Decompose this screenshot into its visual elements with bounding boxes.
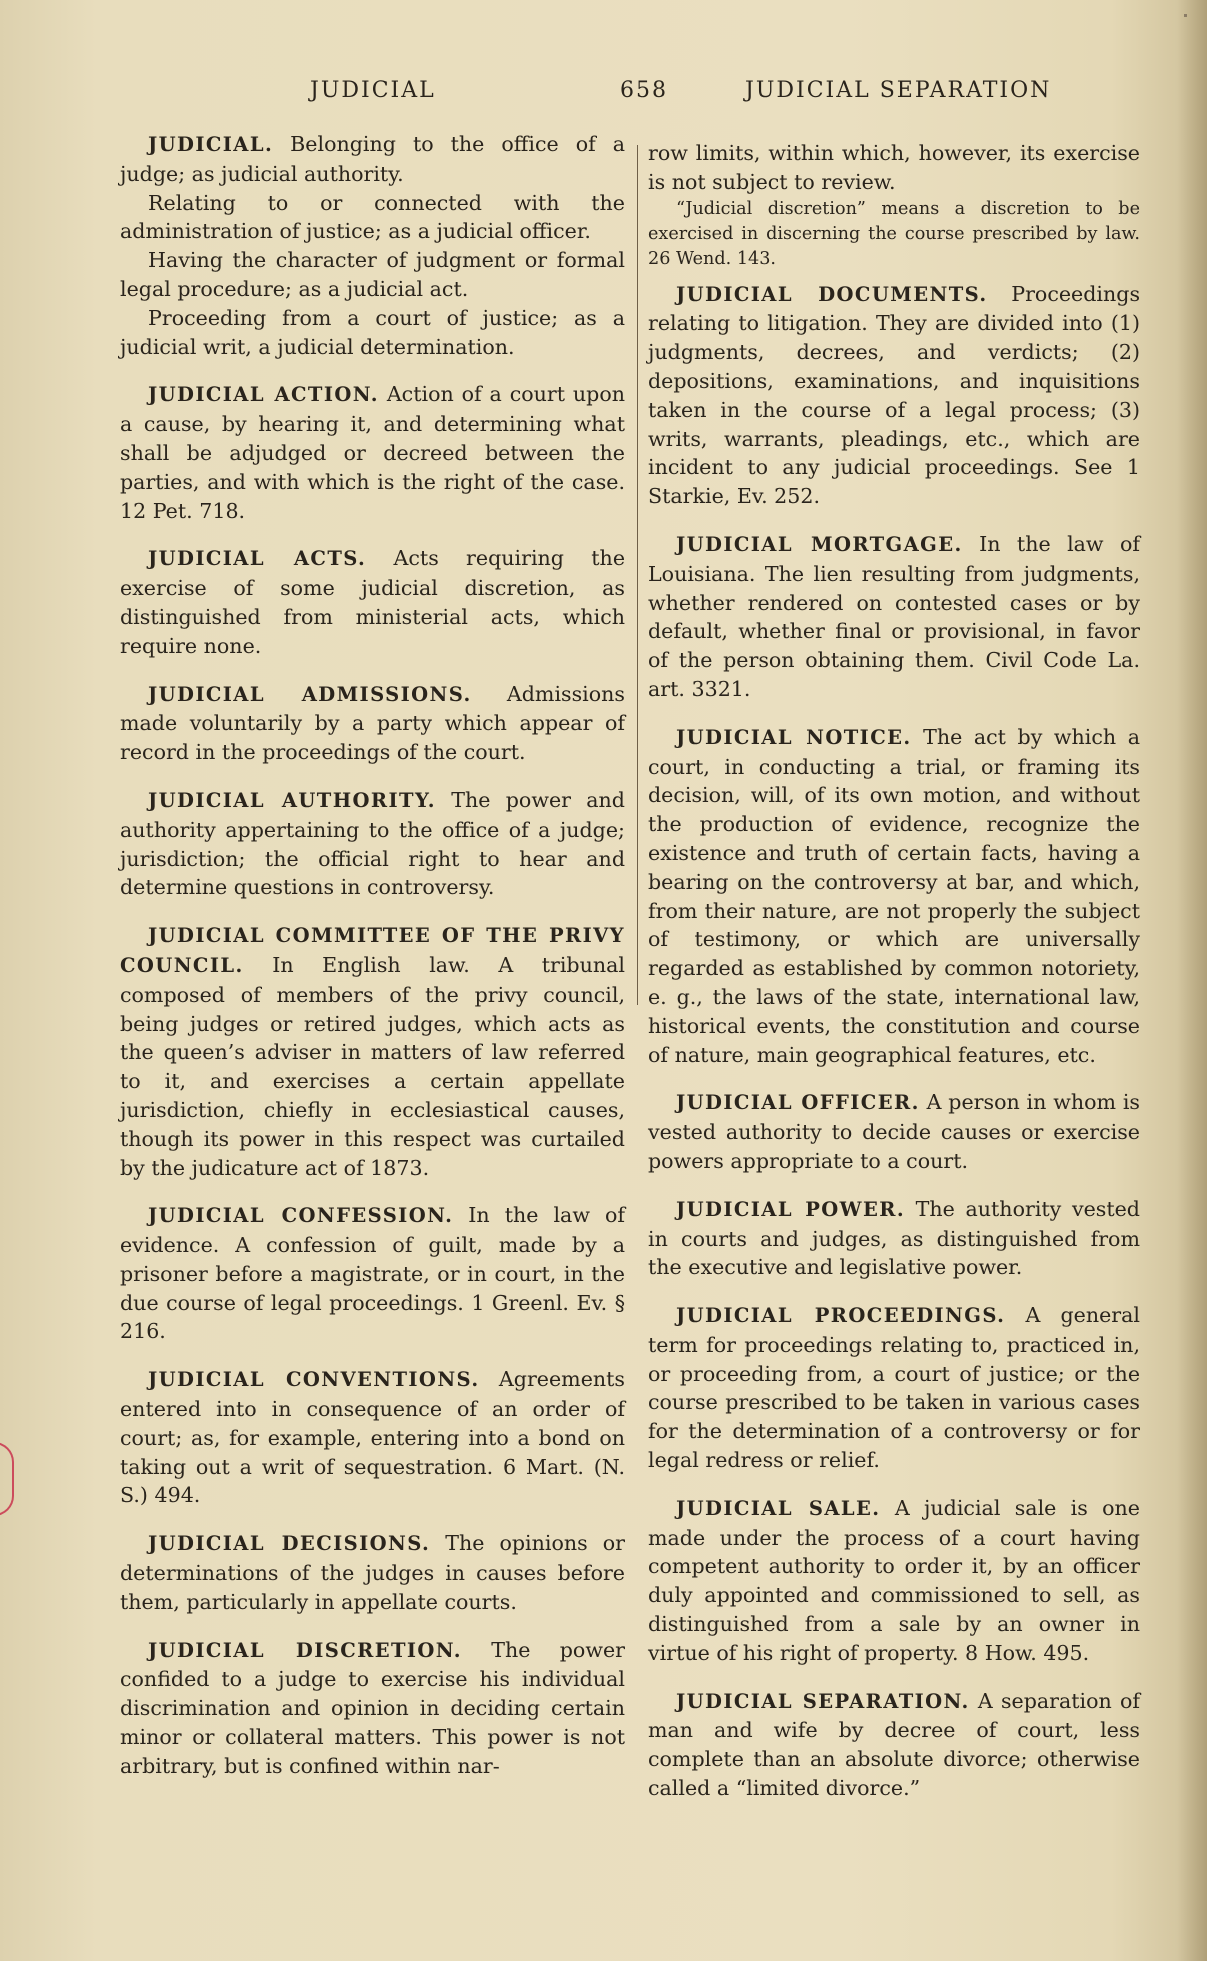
entry-term: JUDICIAL AUTHORITY. xyxy=(148,788,436,812)
entry-definition: A separation of man and wife by decree of court, less complete than an absolute divorce; otherwise called a “limited divorce.” xyxy=(648,1688,1140,1801)
entry-term: JUDICIAL PROCEEDINGS. xyxy=(676,1304,1006,1328)
page-number: 658 xyxy=(620,78,668,103)
entry-definition: The power and authority appertaining to the office of a judge; jurisdiction; the official right to hear and determine questions in controversy. xyxy=(120,787,625,900)
entry-term: JUDICIAL SALE. xyxy=(676,1496,881,1520)
entry-judicial-separation xyxy=(648,1687,1140,1803)
entry-judicial-power xyxy=(648,1195,1140,1282)
entry-judicial-acts xyxy=(120,544,625,660)
entry-term: JUDICIAL DOCUMENTS. xyxy=(676,282,988,306)
entry-definition: The opinions or determinations of the judges in causes before them, particularly in appellate courts. xyxy=(120,1531,625,1614)
entry-term: JUDICIAL SEPARATION. xyxy=(676,1689,970,1713)
entry-definition: Proceedings relating to litigation. They are divided into (1) judgments, decrees, and verdicts; (2) depositions, examinations, and inquisitions taken in the course of a legal process; (3) writs, warrants, pleadings, etc., which are incident to any judicial proceedings. See 1 Starkie, Ev. 252. xyxy=(648,281,1141,509)
entry-term: JUDICIAL CONFESSION. xyxy=(148,1204,454,1228)
entry-judicial-mortgage xyxy=(648,530,1140,704)
corner-speck xyxy=(1184,14,1187,17)
entry-definition: Belonging to the office of a judge; as judicial authority. xyxy=(120,132,625,186)
entry-definition: In the law of Louisiana. The lien resulting from judgments, whether rendered on contested cases or by default, whether final or provisional, in favor of the person obtaining them. Civil Code La. art. 3321. xyxy=(648,531,1141,701)
page-edge-shadow xyxy=(1177,0,1207,1961)
entry-term: JUDICIAL DISCRETION. xyxy=(148,1638,462,1662)
entry-judicial-committee xyxy=(120,921,625,1182)
entry-judicial-discretion xyxy=(120,1636,625,1781)
entry-term: JUDICIAL. xyxy=(148,133,274,156)
entry-definition: Proceeding from a court of justice; as a judicial writ, a judicial determination. xyxy=(120,305,625,359)
entry-term: JUDICIAL DECISIONS. xyxy=(148,1532,431,1556)
entry-definition: The power confided to a judge to exercise his individual discrimination and opinion in deciding certain minor or collateral matters. This power is not arbitrary, but is confined within nar- xyxy=(120,1637,625,1778)
entry-judicial-conventions xyxy=(120,1365,625,1510)
entry-definition: Admissions made voluntarily by a party which appear of record in the proceedings of the court. xyxy=(120,681,625,765)
entry-definition: The authority vested in courts and judges, as distinguished from the executive and legislative power. xyxy=(648,1196,1140,1280)
entry-judicial-decisions xyxy=(120,1529,625,1616)
entry-term: JUDICIAL CONVENTIONS. xyxy=(148,1368,480,1392)
entry-judicial-action xyxy=(120,380,625,525)
entry-term: JUDICIAL ADMISSIONS. xyxy=(148,682,472,706)
entry-judicial-proceedings xyxy=(648,1301,1140,1475)
column-divider xyxy=(637,145,638,1005)
entry-judicial-notice xyxy=(648,723,1140,1070)
entry-term: JUDICIAL ACTS. xyxy=(148,547,367,571)
right-column xyxy=(648,139,1140,1822)
entry-definition: Relating to or connected with the administration of justice; as a judicial officer. xyxy=(120,190,625,244)
entry-note: “Judicial discretion” means a discretion to be exercised in discerning the course prescribed by law. 26 Wend. 143. xyxy=(648,198,1140,269)
entry-term: JUDICIAL COMMITTEE OF THE PRIVY COUNCIL. xyxy=(120,924,625,977)
entry-definition: The act by which a court, in conducting a trial, or framing its decision, will, of its own motion, and without the production of evidence, recognize the existence and truth of certain facts, having a bearing on the controversy at bar, and which, from their nature, are not properly the subject of testimony, or which are universally regarded as established by common notoriety, e. g., the laws of the state, international law, historical events, the constitution and course of nature, main geographical features, etc. xyxy=(648,724,1140,1067)
entry-judicial-documents xyxy=(648,280,1140,511)
entry-term: JUDICIAL OFFICER. xyxy=(676,1091,920,1115)
entry-definition: In English law. A tribunal composed of members of the privy council, being judges or retired judges, which acts as the queen’s adviser in matters of law referred to it, and exercises a certain appellate jurisdiction, chiefly in ecclesiastical causes, though its power in this respect was curtailed by the judicature act of 1873. xyxy=(120,952,626,1180)
entry-definition: Action of a court upon a cause, by hearing it, and determining what shall be adjudged or decreed between the parties, and with which is the right of the case. 12 Pet. 718. xyxy=(120,382,626,523)
entry-judicial xyxy=(120,130,625,361)
entry-definition: A general term for proceedings relating to, practiced in, or proceeding from, a court of justice; or the course prescribed to be taken in various cases for the determination of a controversy or for legal redress or relief. xyxy=(648,1303,1140,1473)
margin-pencil-mark xyxy=(0,1442,14,1516)
entry-term: JUDICIAL NOTICE. xyxy=(676,725,912,749)
entry-definition: Agreements entered into in consequence of an order of court; as, for example, entering into a bond on taking out a writ of sequestration. 6 Mart. (N. S.) 494. xyxy=(120,1367,626,1508)
entry-definition: Having the character of judgment or formal legal procedure; as a judicial act. xyxy=(120,248,625,301)
entry-term: JUDICIAL POWER. xyxy=(676,1197,906,1221)
running-header-left: JUDICIAL xyxy=(310,78,436,103)
entry-definition: row limits, within which, however, its exercise is not subject to review. xyxy=(648,141,1140,194)
entry-definition: Acts requiring the exercise of some judicial discretion, as distinguished from ministerial acts, which require none. xyxy=(120,546,626,658)
entry-definition: In the law of evidence. A confession of guilt, made by a prisoner before a magistrate, or in court, in the due course of legal proceedings. 1 Greenl. Ev. § 216. xyxy=(120,1203,625,1344)
entry-definition: A judicial sale is one made under the process of a court having competent authority to order it, by an officer duly appointed and commissioned to sell, as distinguished from a sale by an owner in virtue of his right of property. 8 How. 495. xyxy=(648,1495,1140,1665)
entry-judicial-officer xyxy=(648,1088,1140,1175)
entry-term: JUDICIAL ACTION. xyxy=(148,383,379,407)
entry-term: JUDICIAL MORTGAGE. xyxy=(676,532,963,556)
running-header-right: JUDICIAL SEPARATION xyxy=(745,78,1052,103)
entry-judicial-discretion-continued xyxy=(648,139,1140,272)
entry-judicial-admissions xyxy=(120,680,625,767)
entry-judicial-authority xyxy=(120,786,625,902)
entry-definition: A person in whom is vested authority to decide causes or exercise powers appropriate to a court. xyxy=(648,1090,1141,1173)
left-column xyxy=(120,130,625,1800)
entry-judicial-confession xyxy=(120,1201,625,1346)
entry-judicial-sale xyxy=(648,1494,1140,1668)
